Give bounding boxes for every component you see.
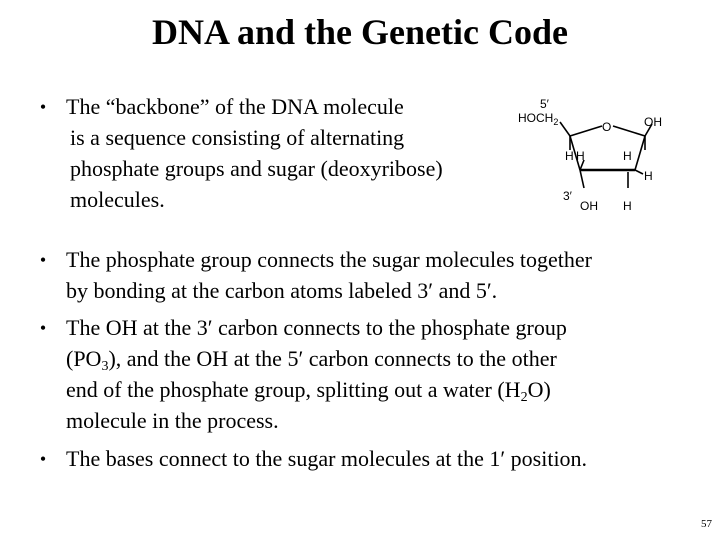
h2o-subscript: 2 bbox=[520, 390, 528, 405]
bond-c2-h bbox=[635, 170, 643, 174]
bullet-3-line-1: The OH at the 3′ carbon connects to the phosphate group bbox=[66, 315, 567, 340]
label-hoch2-main: HOCH bbox=[518, 111, 554, 125]
bullet-marker: • bbox=[39, 318, 47, 338]
bullet-2-line-1: The phosphate group connects the sugar molecules together bbox=[66, 247, 593, 272]
bullet-3 bbox=[36, 313, 706, 437]
label-h-left: H bbox=[565, 149, 574, 163]
bullet-3-line-2-end: ), and the OH at the 5′ carbon connects to the other bbox=[108, 346, 557, 371]
bullet-2-line-2: by bonding at the carbon atoms labeled 3′ and 5′. bbox=[66, 278, 498, 303]
page-number: 57 bbox=[701, 518, 712, 530]
bullet-1-line-2: is a sequence consisting of alternating bbox=[70, 125, 405, 150]
bullet-1 bbox=[36, 92, 506, 217]
bullet-1-line-1: The “backbone” of the DNA molecule bbox=[66, 94, 404, 119]
label-h-c1: H bbox=[623, 149, 632, 163]
bullet-3-line-2-start: (PO bbox=[66, 346, 102, 371]
label-h-bottom: H bbox=[623, 199, 632, 213]
label-hoch2 bbox=[518, 111, 558, 127]
label-ring-oxygen: O bbox=[602, 120, 612, 134]
label-h-right: H bbox=[644, 169, 653, 183]
bond-c4-o bbox=[570, 126, 602, 136]
label-5-prime: 5′ bbox=[540, 97, 549, 111]
bullet-marker: • bbox=[39, 97, 47, 117]
bullet-marker: • bbox=[39, 449, 47, 469]
label-oh-anomeric: OH bbox=[644, 115, 662, 129]
bond-o-c1 bbox=[613, 126, 645, 136]
bullet-3-line-4: molecule in the process. bbox=[66, 408, 279, 433]
bullet-3-line-3 bbox=[66, 375, 551, 405]
bond-c4-ch2 bbox=[560, 122, 570, 136]
po3-subscript: 3 bbox=[101, 359, 109, 374]
bond-c1-c2 bbox=[635, 136, 645, 170]
bullet-4-line-1: The bases connect to the sugar molecules at the 1′ position. bbox=[66, 446, 588, 471]
bond-c3-oh bbox=[580, 170, 584, 188]
label-hoch2-subscript: 2 bbox=[553, 117, 559, 127]
label-3-prime: 3′ bbox=[563, 189, 572, 203]
bullet-3-line-3-start: end of the phosphate group, splitting out a water (H bbox=[66, 377, 521, 402]
bullet-2 bbox=[36, 245, 706, 307]
bullet-1-line-4: molecules. bbox=[70, 187, 165, 212]
bullet-marker: • bbox=[39, 250, 47, 270]
label-oh-3-prime: OH bbox=[580, 199, 598, 213]
label-h-c4: H bbox=[576, 149, 585, 163]
bullet-1-line-3: phosphate groups and sugar (deoxyribose) bbox=[70, 156, 443, 181]
slide-title: DNA and the Genetic Code bbox=[152, 12, 568, 52]
bullet-3-line-3-end: O) bbox=[527, 377, 551, 402]
bullet-3-line-2 bbox=[66, 344, 557, 374]
deoxyribose-structure-diagram bbox=[510, 92, 680, 222]
bullet-4 bbox=[36, 444, 706, 475]
